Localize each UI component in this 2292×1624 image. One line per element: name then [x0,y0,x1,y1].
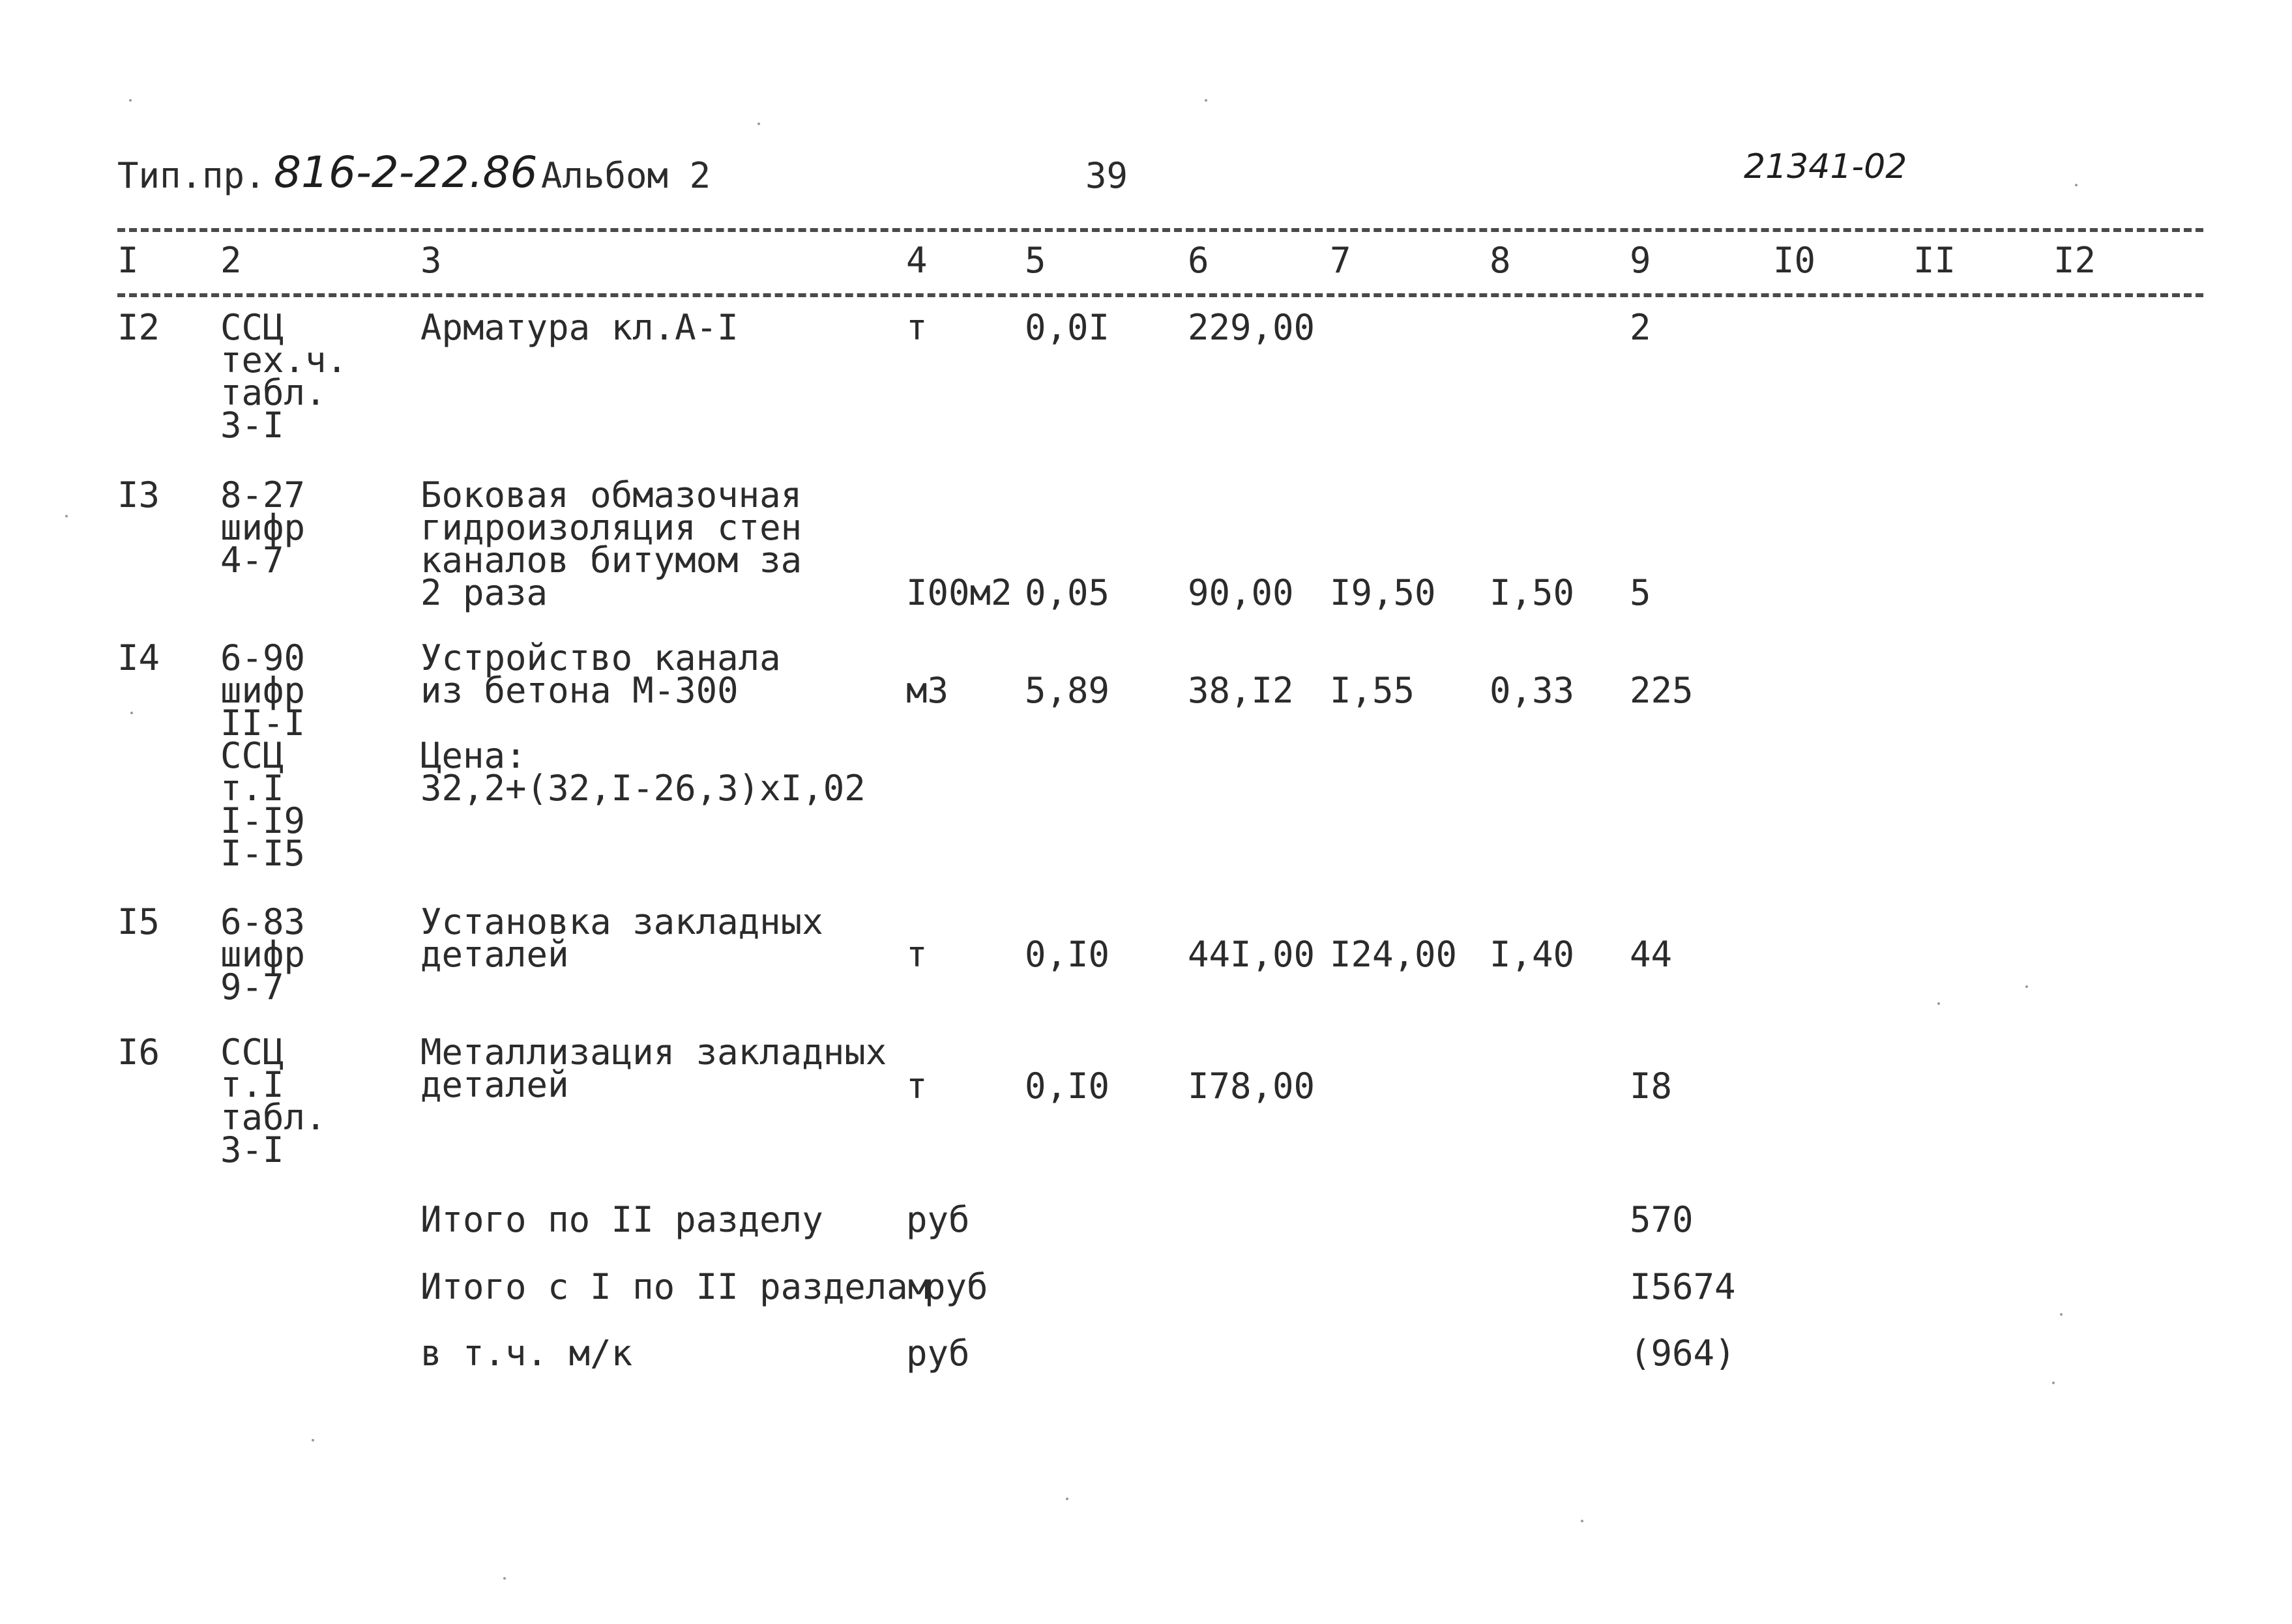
album-label: Альбом 2 [541,155,711,196]
row-unit-price: 44I,00 [1188,934,1315,975]
row-description: Боковая обмазочная гидроизоляция стен каналов битумом за 2 раза [420,474,802,613]
row-code: 6-90 шифр II-I ССЦ т.I I-I9 I-I5 [220,637,306,874]
col-4-header: 4 [906,240,928,281]
total-value: 570 [1630,1199,1694,1240]
scan-speck [130,712,133,714]
scan-speck [757,123,760,125]
row-quantity: 0,0I [1025,307,1110,348]
total-unit: руб [906,1333,970,1374]
scan-speck [2060,1313,2063,1316]
row-cost: 5 [1630,572,1651,613]
row-description: Арматура кл.А-I [420,307,739,348]
total-unit: руб [924,1266,988,1307]
scan-speck [129,99,132,102]
scan-speck [65,515,68,517]
row-unit-price: 229,00 [1188,307,1315,348]
row-unit: I00м2 [906,572,1012,613]
header-rule-bottom [117,293,2203,297]
row-description: Устройство канала из бетона М-300 [420,637,781,711]
row-number: I3 [117,474,160,515]
col-7-header: 7 [1330,240,1351,281]
row-unit: м3 [906,670,949,711]
col-1-header: I [117,240,139,281]
row-col8: 0,33 [1490,670,1575,711]
total-label: в т.ч. м/к [420,1333,633,1374]
col-9-header: 9 [1630,240,1651,281]
doc-code: 21341-02 [1744,147,1907,186]
row-code: 6-83 шифр 9-7 [220,901,306,1008]
project-number: 816-2-22.86 [274,147,538,197]
row-unit: т [906,1066,928,1107]
total-value: I5674 [1630,1266,1736,1307]
total-value: (964) [1630,1333,1736,1374]
row-number: I5 [117,901,160,942]
scan-speck [1205,99,1207,102]
scan-speck [1581,1520,1583,1522]
row-col7: I24,00 [1330,934,1458,975]
row-quantity: 0,I0 [1025,1066,1110,1107]
row-cost: 44 [1630,934,1673,975]
col-5-header: 5 [1025,240,1046,281]
scan-speck [2025,985,2028,988]
col-2-header: 2 [220,240,242,281]
row-col8: I,50 [1490,572,1575,613]
header-rule-top [117,228,2203,232]
row-unit: т [906,934,928,975]
col-6-header: 6 [1188,240,1209,281]
row-price-note: Цена: 32,2+(32,I-26,3)хI,02 [420,735,866,809]
col-3-header: 3 [420,240,442,281]
row-col7: I9,50 [1330,572,1436,613]
row-description: Металлизация закладных деталей [420,1032,887,1105]
row-code: ССЦ т.I табл. 3-I [220,1032,327,1170]
row-col7: I,55 [1330,670,1415,711]
row-cost: I8 [1630,1066,1673,1107]
total-label: Итого с I по II разделам [420,1266,930,1307]
row-number: I2 [117,307,160,348]
row-quantity: 0,05 [1025,572,1110,613]
row-unit-price: 90,00 [1188,572,1294,613]
scan-speck [1937,1002,1940,1005]
row-col8: I,40 [1490,934,1575,975]
row-description: Установка закладных деталей [420,901,823,975]
row-unit-price: 38,I2 [1188,670,1294,711]
col-12-header: I2 [2053,240,2096,281]
total-unit: руб [906,1199,970,1240]
row-unit-price: I78,00 [1188,1066,1315,1107]
row-code: 8-27 шифр 4-7 [220,474,306,581]
scan-speck [312,1439,314,1442]
row-quantity: 0,I0 [1025,934,1110,975]
page-number: 39 [1085,155,1128,196]
row-unit: т [906,307,928,348]
scan-speck [2052,1382,2055,1384]
scan-speck [1066,1498,1068,1500]
row-quantity: 5,89 [1025,670,1110,711]
header-prefix: Тип.пр. [117,155,266,196]
row-cost: 2 [1630,307,1651,348]
row-cost: 225 [1630,670,1694,711]
col-10-header: I0 [1773,240,1816,281]
scan-speck [2075,184,2078,186]
scan-speck [503,1577,506,1580]
row-number: I6 [117,1032,160,1073]
row-number: I4 [117,637,160,678]
row-code: ССЦ тех.ч. табл. 3-I [220,307,348,446]
col-11-header: II [1913,240,1956,281]
total-label: Итого по II разделу [420,1199,823,1240]
col-8-header: 8 [1490,240,1511,281]
